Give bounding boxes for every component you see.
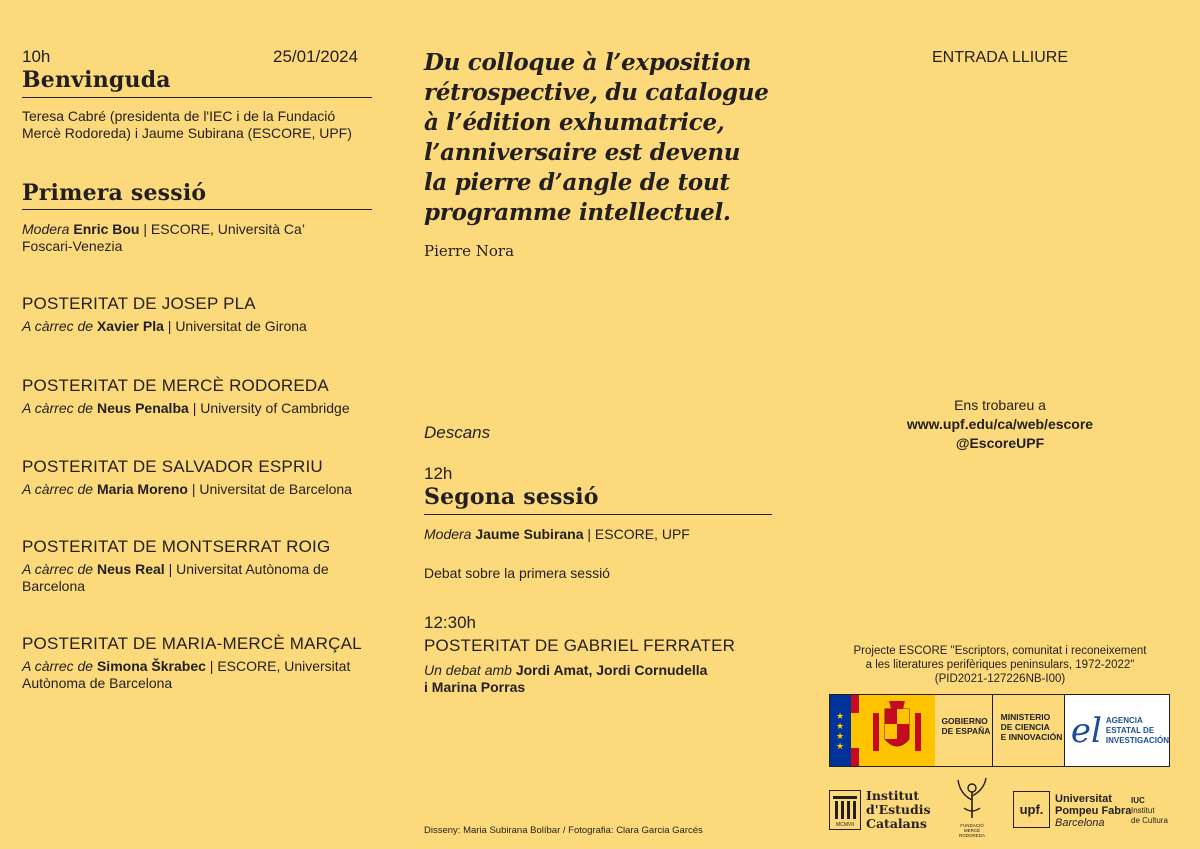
talk-item	[22, 457, 372, 498]
logo-text: Catalans	[866, 816, 927, 831]
moderator-affiliation: | ESCORE, Università Ca’ Foscari-Venezia	[22, 221, 305, 254]
moderator-name: Enric Bou	[73, 221, 140, 237]
speaker-affiliation: | Universitat de Barcelona	[191, 481, 352, 497]
session1-moderator	[22, 221, 322, 255]
project-line: Projecte ESCORE "Escriptors, comunitat i reconeixement	[853, 645, 1147, 657]
talk-prefix: A càrrec de	[22, 658, 94, 674]
session2-time: 12h	[424, 464, 453, 483]
iuc-label	[1131, 796, 1168, 826]
talk-item	[22, 376, 372, 417]
iec-seal-text: MCMVII	[835, 822, 855, 828]
logo-text: E INNOVACIÓN	[1000, 732, 1063, 742]
logo-text: DE CIENCIA	[1000, 722, 1050, 732]
logo-text: MERCÈ	[963, 828, 981, 833]
moderator-prefix: Modera	[22, 221, 70, 237]
talk-prefix: Un debat amb	[424, 662, 512, 678]
fundacio-rodoreda-logo	[952, 774, 992, 836]
welcome-time: 10h	[22, 47, 51, 66]
talk-time: 12:30h	[424, 613, 476, 632]
logo-text: Pompeu Fabra	[1055, 805, 1132, 817]
credits: Disseny: Maria Subirana Bolíbar / Fotografia: Clara Garcia Garcés	[424, 825, 703, 836]
talk-title: POSTERITAT DE MONTSERRAT ROIG	[22, 537, 331, 556]
agencia-logo	[1064, 695, 1169, 766]
logo-text: Universitat	[1055, 793, 1112, 805]
break-label: Descans	[424, 423, 491, 442]
talk-item	[22, 294, 372, 335]
project-line: a les literatures perifèriques peninsulars, 1972-2022"	[865, 659, 1135, 671]
spain-coat-of-arms-icon	[859, 695, 935, 766]
talk-title: POSTERITAT DE JOSEP PLA	[22, 294, 256, 313]
speaker-name: Neus Real	[96, 561, 165, 577]
divider	[22, 97, 372, 98]
talk-title: POSTERITAT DE MARIA-MERCÈ MARÇAL	[22, 634, 362, 653]
talk-title: POSTERITAT DE MERCÈ RODOREDA	[22, 376, 329, 395]
iec-seal-icon	[829, 790, 861, 830]
logo-text: GOBIERNO	[941, 716, 988, 726]
logo-text: AGENCIA	[1105, 715, 1143, 725]
logo-text: de Cultura	[1131, 816, 1168, 825]
talk-prefix: A càrrec de	[22, 561, 94, 577]
logo-text: FUNDACIÓ	[960, 823, 984, 828]
session2-moderator	[424, 526, 769, 543]
speaker-affiliation: | Universitat Autònoma de Barcelona	[22, 561, 329, 594]
government-logo-strip	[829, 694, 1170, 767]
logo-text: d'Estudis	[866, 802, 931, 817]
divider	[424, 514, 772, 515]
speaker-name: Xavier Pla	[96, 318, 164, 334]
project-info	[820, 644, 1180, 686]
logo-text: IUC	[1131, 796, 1145, 805]
quote-text: Du colloque à l’exposition rétrospective, du catalogue à l’édition exhumatrice, l’anniversaire est devenu la pierre d’angle de tout programme intellectuel.	[424, 49, 769, 226]
speaker-affiliation: | University of Cambridge	[192, 400, 350, 416]
talk-title: POSTERITAT DE SALVADOR ESPRIU	[22, 457, 323, 476]
welcome-title: Benvinguda	[22, 67, 171, 93]
debater-names: i Marina Porras	[424, 679, 526, 695]
entry-label: ENTRADA LLIURE	[931, 49, 1069, 66]
speaker-affiliation: | ESCORE, Universitat Autònoma de Barcelona	[22, 658, 351, 691]
debater-names: Jordi Amat, Jordi Cornudella	[515, 662, 708, 678]
talk-item	[22, 634, 367, 692]
talk-item	[22, 537, 357, 595]
ministerio-label	[992, 695, 1064, 766]
logo-text: INVESTIGACIÓN	[1105, 735, 1169, 745]
social-handle[interactable]: @EscoreUPF	[955, 435, 1045, 451]
spain-flag-stripe	[851, 695, 860, 766]
logo-text: Institut	[1131, 806, 1155, 815]
flower-icon	[952, 774, 992, 818]
gobierno-label	[935, 695, 991, 766]
speaker-name: Neus Penalba	[96, 400, 189, 416]
find-us-label: Ens trobareu a	[954, 397, 1046, 413]
session1-title: Primera sessió	[22, 180, 207, 206]
quote-author: Pierre Nora	[424, 242, 515, 260]
talk-prefix: A càrrec de	[22, 400, 94, 416]
moderator-prefix: Modera	[424, 526, 472, 542]
divider	[22, 209, 372, 210]
logo-text: Barcelona	[1055, 817, 1105, 829]
upf-label	[1055, 793, 1131, 829]
session2-title: Segona sessió	[424, 484, 599, 510]
event-date: 25/01/2024	[273, 47, 359, 66]
moderator-affiliation: | ESCORE, UPF	[587, 526, 690, 542]
logo-text: ESTATAL DE	[1105, 725, 1155, 735]
website-link[interactable]: www.upf.edu/ca/web/escore	[906, 416, 1094, 432]
talk-prefix: A càrrec de	[22, 481, 94, 497]
speaker-name: Maria Moreno	[96, 481, 188, 497]
talk-title: POSTERITAT DE GABRIEL FERRATER	[424, 636, 736, 655]
iec-label	[866, 789, 931, 831]
upf-mark-icon: upf.	[1013, 791, 1050, 828]
agencia-label	[1106, 716, 1169, 746]
project-line: (PID2021-127226NB-I00)	[934, 673, 1066, 685]
moderator-name: Jaume Subirana	[475, 526, 584, 542]
talk-prefix: A càrrec de	[22, 318, 94, 334]
logo-text: MINISTERIO	[1000, 712, 1051, 722]
agencia-mark-icon: el	[1070, 710, 1102, 751]
debate-text: Debat sobre la primera sessió	[424, 565, 610, 581]
logo-text: Institut	[866, 788, 920, 803]
eu-flag-icon: ★ ★ ★ ★	[830, 695, 851, 766]
talk-debaters	[424, 662, 744, 696]
fmr-label	[952, 823, 992, 838]
logo-text: RODOREDA	[958, 833, 985, 838]
welcome-description: Teresa Cabré (presidenta de l'IEC i de la Fundació Mercè Rodoreda) i Jaume Subirana (ESCORE, UPF)	[22, 108, 352, 141]
speaker-name: Simona Škrabec	[96, 658, 206, 674]
logo-text: DE ESPAÑA	[941, 726, 991, 736]
speaker-affiliation: | Universitat de Girona	[167, 318, 307, 334]
